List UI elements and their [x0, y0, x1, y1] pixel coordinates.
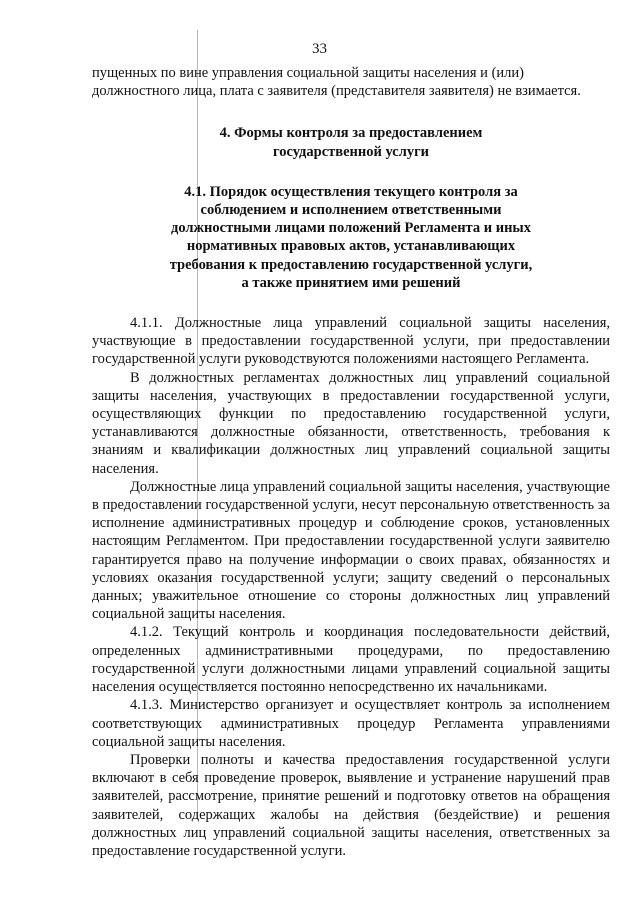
- document-body: [92, 64, 610, 860]
- subsection-title-line: должностными лицами положений Регламента и иных: [170, 220, 531, 237]
- paragraph-regulations: В должностных регламентах должностных лиц управлений социальной защиты населения, участвующих в предоставлении государственной услуги, осуществляющих функции по предоставлению государственной услуги, устанавливаются должностные обязанности, ответственность, требования к знаниям и квалификации должностных лиц управлений социальной защиты населения.: [92, 369, 610, 477]
- subsection-title-line: требования к предоставлению государственной услуги,: [169, 256, 533, 273]
- paragraph-4-1-2: 4.1.2. Текущий контроль и координация последовательности действий, определенных административными процедурами, по предоставлению государственной услуги должностными лицами управлений социальной защиты населения осуществляется постоянно непосредственно их начальниками.: [92, 624, 610, 696]
- subsection-title-line: а также принятием ими решений: [241, 274, 461, 291]
- subsection-title: [92, 183, 610, 292]
- paragraph-4-1-1: 4.1.1. Должностные лица управлений социальной защиты населения, участвующие в предоставлении государственной услуги, при предоставлении государственной услуги руководствуются положениями настоящего Регламента.: [92, 315, 610, 368]
- paragraph-4-1-3: 4.1.3. Министерство организует и осуществляет контроль за исполнением соответствующих административных процедур Регламента управлениями социальной защиты населения.: [92, 697, 610, 750]
- section-title-line: государственной услуги: [272, 143, 430, 160]
- paragraph-responsibility: Должностные лица управлений социальной защиты населения, участвующие в предоставлении государственной услуги, несут персональную ответственность за исполнение административных процедур и соблюдение сроков, установленных настоящим Регламентом. При предоставлении государственной услуги заявителю гарантируется право на получение информации о своих правах, обязанностях и условиях оказания государственной услуги; защиту сведений о персональных данных; уважительное отношение со стороны должностных лиц управлений социальной защиты населения.: [92, 478, 610, 623]
- section-title: [92, 124, 610, 160]
- section-title-line: 4. Формы контроля за предоставлением: [219, 125, 483, 142]
- subsection-title-line: соблюдением и исполнением ответственными: [200, 202, 502, 219]
- intro-paragraph: пущенных по вине управления социальной защиты населения и (или) должностного лица, плата с заявителя (представителя заявителя) не взимается.: [92, 65, 581, 100]
- page-number: 33: [312, 41, 327, 57]
- subsection-title-line: 4.1. Порядок осуществления текущего контроля за: [184, 183, 518, 200]
- paragraph-inspections: Проверки полноты и качества предоставления государственной услуги включают в себя проведение проверок, выявление и устранение нарушений прав заявителей, рассмотрение, принятие решений и подготовку ответов на обращения заявителей, содержащих жалобы на действия (бездействие) и решения должностных лиц управлений социальной защиты населения, ответственных за предоставление государственной услуги.: [92, 751, 610, 859]
- subsection-title-line: нормативных правовых актов, устанавливающих: [186, 238, 516, 255]
